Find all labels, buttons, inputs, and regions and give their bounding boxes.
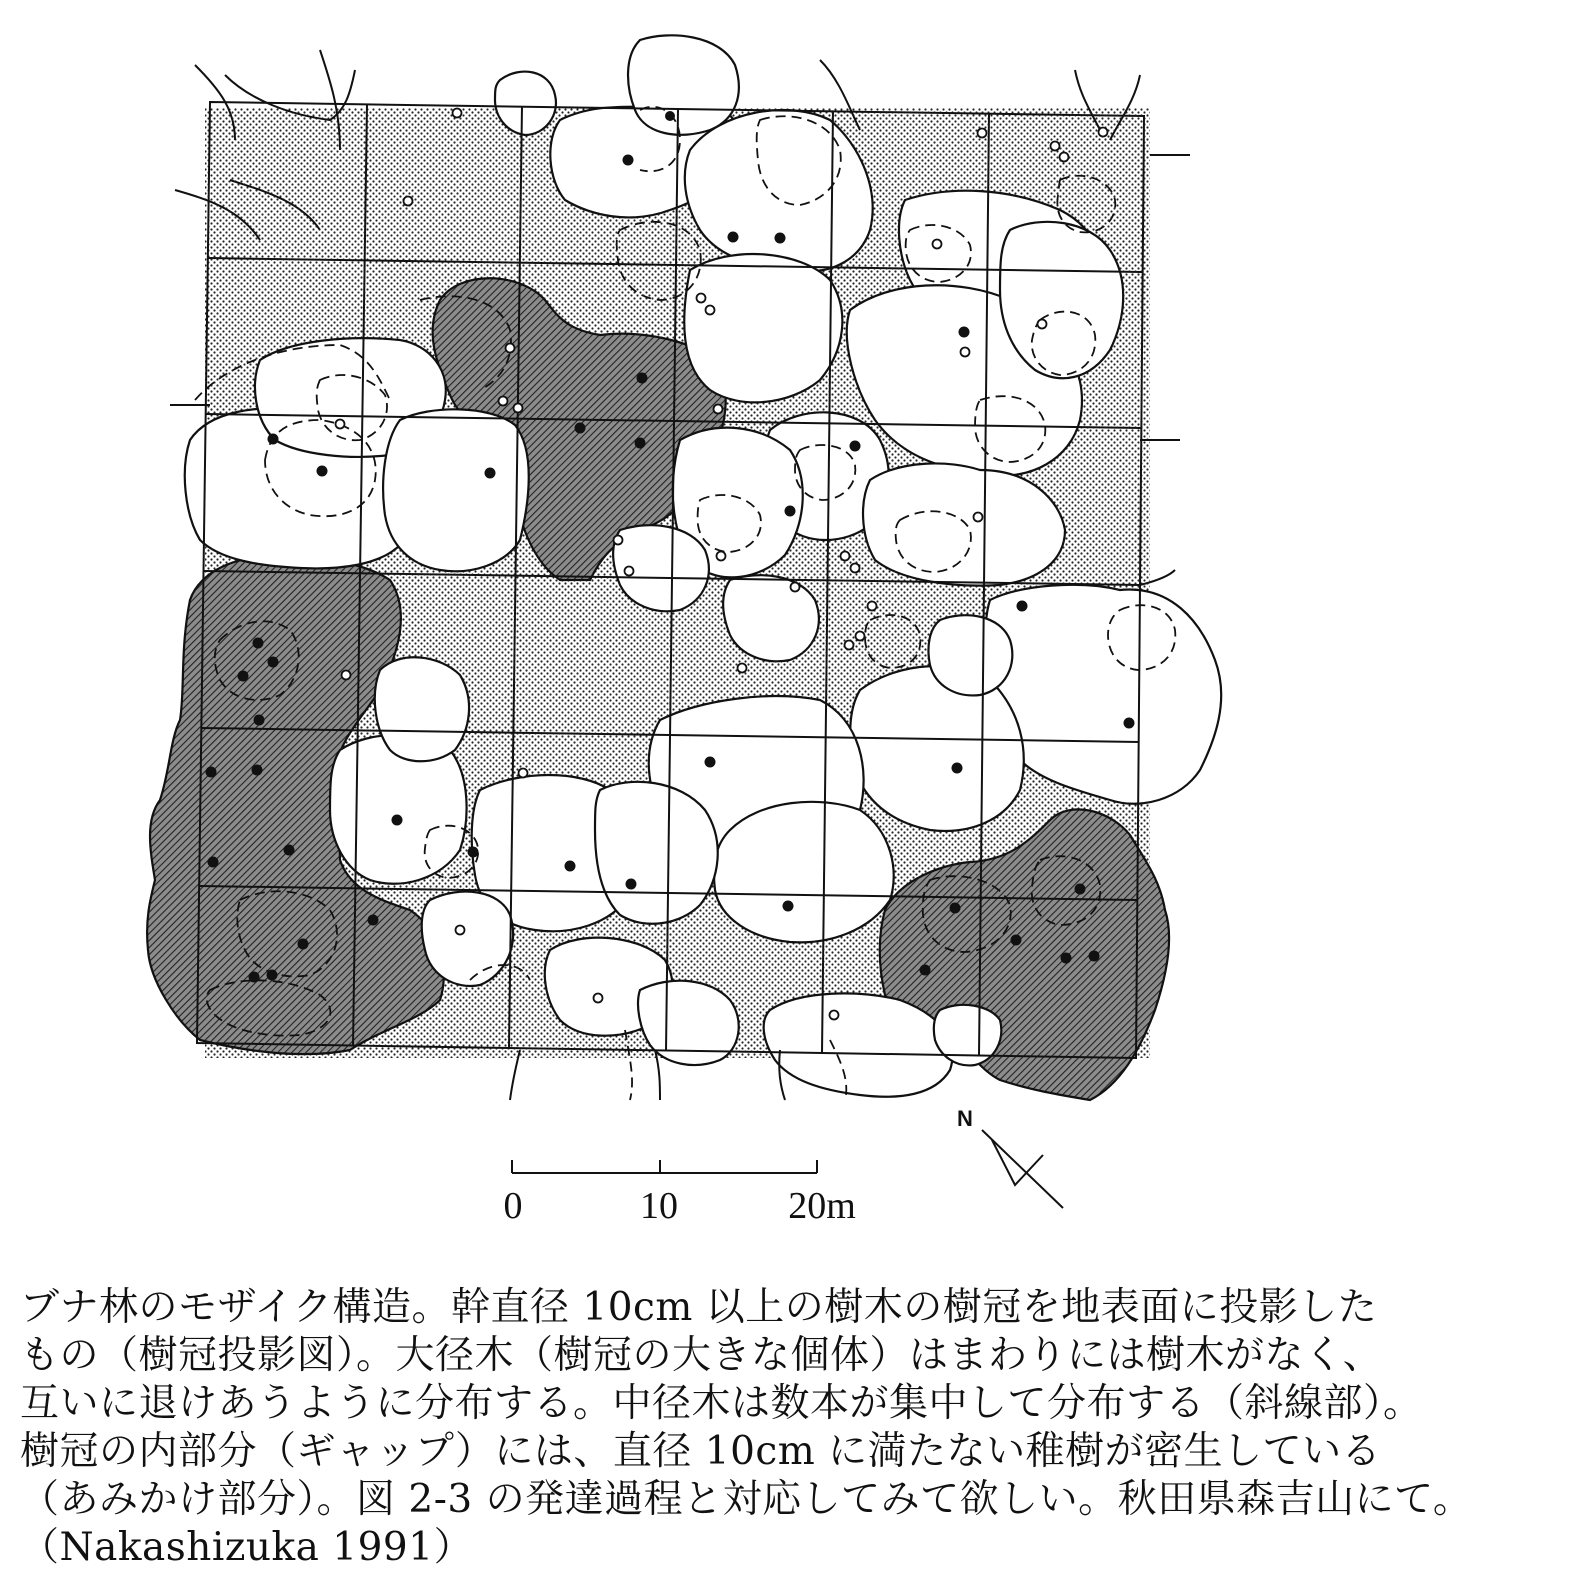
crown [714, 802, 894, 943]
crown [375, 657, 469, 761]
caption-line-6: （Nakashizuka 1991） [20, 1525, 474, 1570]
crown [495, 72, 556, 135]
north-label: N [957, 1106, 973, 1131]
north-arrow [957, 1106, 1063, 1208]
caption-line-1: ブナ林のモザイク構造。幹直径 10cm 以上の樹木の樹冠を地表面に投影した [20, 1285, 1378, 1330]
scale-tick-0: 0 [503, 1185, 523, 1227]
crown [928, 615, 1012, 695]
crown [628, 35, 739, 135]
scale-tick-10: 10 [640, 1185, 678, 1227]
figure-caption [20, 1284, 1575, 1572]
scale-bar [504, 1160, 856, 1227]
crown [422, 892, 513, 986]
north-arrow-icon [982, 1130, 1063, 1208]
caption-line-3: 互いに退けあうように分布する。中径木は数本が集中して分布する（斜線部）。 [20, 1381, 1423, 1426]
crown [595, 782, 718, 924]
crown [383, 409, 529, 571]
caption-line-4: 樹冠の内部分（ギャップ）には、直径 10cm に満たない稚樹が密生している [20, 1429, 1382, 1474]
caption-line-5: （あみかけ部分）。図 2-3 の発達過程と対応してみて欲しい。秋田県森吉山にて。 [20, 1477, 1473, 1522]
crown [684, 254, 842, 402]
caption-line-2: もの（樹冠投影図）。大径木（樹冠の大きな個体）はまわりには樹木がなく、 [20, 1333, 1383, 1378]
scale-tick-20m: 20m [788, 1185, 856, 1227]
